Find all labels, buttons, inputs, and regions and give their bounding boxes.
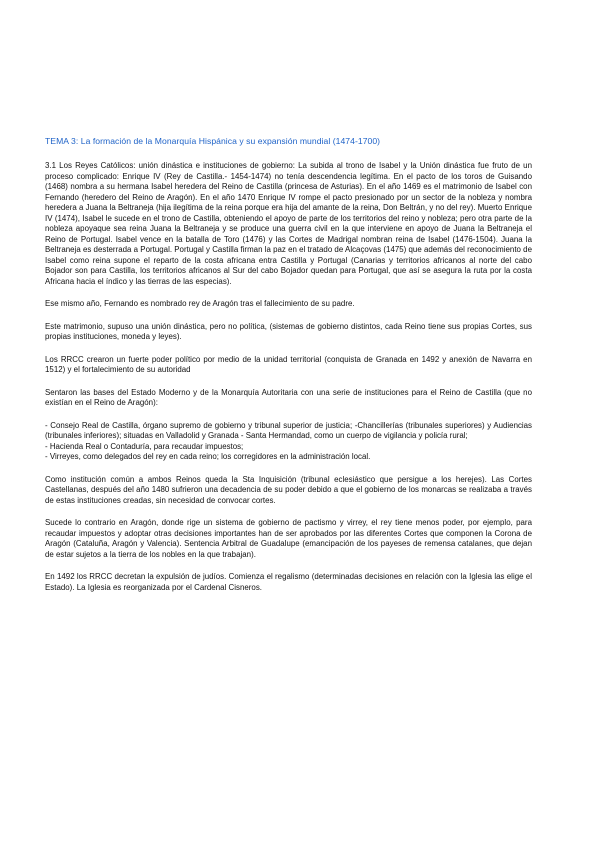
paragraph-poder-politico: Los RRCC crearon un fuerte poder político por medio de la unidad territorial (conquista de Granada en 1492 y anexión de Navarra en 1512) y el fortalecimiento de su autoridad (45, 354, 532, 374)
paragraph-union-dinastica: Este matrimonio, supuso una unión dinástica, pero no política, (sistemas de gobierno distintos, cada Reino tiene sus propias Cortes, sus propias instituciones, moneda y leyes). (45, 321, 532, 341)
paragraph-expulsion-judios: En 1492 los RRCC decretan la expulsión de judíos. Comienza el regalismo (determinadas decisiones en relación con la Iglesia las elige el Estado). La Iglesia es reorganizada por el Cardenal Cisneros. (45, 572, 532, 592)
list-item: - Virreyes, como delegados del rey en cada reino; los corregidores en la administración local. (45, 452, 371, 461)
list-item: - Consejo Real de Castilla, órgano supremo de gobierno y tribunal superior de justicia; -Chancillerías (tribunales superiores) y Audiencias (tribunales inferiores); situadas en Valladolid y Granada - Santa Hermandad, como un cuerpo de vigilancia y policía rural; (45, 420, 532, 440)
list-item: - Hacienda Real o Contaduría, para recaudar impuestos; (45, 441, 244, 451)
paragraph-inquisicion: Como institución común a ambos Reinos queda la Sta Inquisición (tribunal eclesiástico que persigue a los herejes). Las Cortes Castellanas, después del año 1480 sufrieron una decadencia de su poder debido a que el gobierno de los monarcas se realizaba a través de estas instituciones creadas, sin necesidad de convocar cortes. (45, 474, 532, 505)
paragraph-aragon: Sucede lo contrario en Aragón, donde rige un sistema de gobierno de pactismo y virrey, el rey tiene menos poder, por ejemplo, para recaudar impuestos y adoptar otras decisiones importantes han de ser aprobados por las diferentes Cortes que componen la Corona de Aragón (Cataluña, Aragón y Valencia). Sentencia Arbitral de Guadalupe (emancipación de los payeses de remensa catalanes, que dejan de estar sujetos a la tierra de los nobles en la que trabajan). (45, 518, 532, 559)
institutions-list (45, 421, 532, 463)
paragraph-reyes-catolicos: 3.1 Los Reyes Católicos: unión dinástica e instituciones de gobierno: La subida al trono de Isabel y la Unión dinástica fue fruto de un proceso complicado: Enrique IV (Rey de Castilla.- 1454-1474) no tenía descendencia legítima. En el pacto de los toros de Guisando (1468) nombra a su hermana Isabel heredera del Reino de Castilla (princesa de Asturias). En el año 1469 es el matrimonio de Isabel con Fernando (heredero del Reino de Aragón). En el año 1470 Enrique IV rompe el pacto presionado por un sector de la nobleza y nombra heredera a Juana la Beltraneja (hija ilegítima de la reina porque era hija del amante de la reina, Don Beltrán, y no del rey). Muerto Enrique IV (1474), Isabel le sucede en el trono de Castilla, obteniendo el apoyo de parte de los territorios del reino y nobleza; pero otra parte de la nobleza apoyaque sea reina Juana la Beltraneja y se produce una guerra civil en la que interviene en apoyo de Juana la Beltraneja el Reino de Portugal. Isabel vence en la batalla de Toro (1476) y las Cortes de Madrigal nombran reina de Isabel (1476-1504). Juana la Beltraneja es desterrada a Portugal. Portugal y Castilla firman la paz en el tratado de Alcaçovas (1475) que además del reconocimiento de Isabel como reina supone el reparto de la costa africana entra Castilla y Portugal (Canarias y territorios africanos al norte del cabo Bojador son para Castilla, los territorios africanos al Sur del cabo Bojador quedan para Portugal, que así se asegura la ruta por la costa Africana hacia el índico y las tierras de las especias). (45, 161, 532, 286)
document-page (45, 135, 532, 605)
paragraph-fernando-rey: Ese mismo año, Fernando es nombrado rey de Aragón tras el fallecimiento de su padre. (45, 299, 355, 308)
paragraph-estado-moderno: Sentaron las bases del Estado Moderno y de la Monarquía Autoritaria con una serie de instituciones para el Reino de Castilla (que no existían en el Reino de Aragón): (45, 387, 532, 407)
document-title: TEMA 3: La formación de la Monarquía Hispánica y su expansión mundial (1474-1700) (45, 136, 381, 146)
